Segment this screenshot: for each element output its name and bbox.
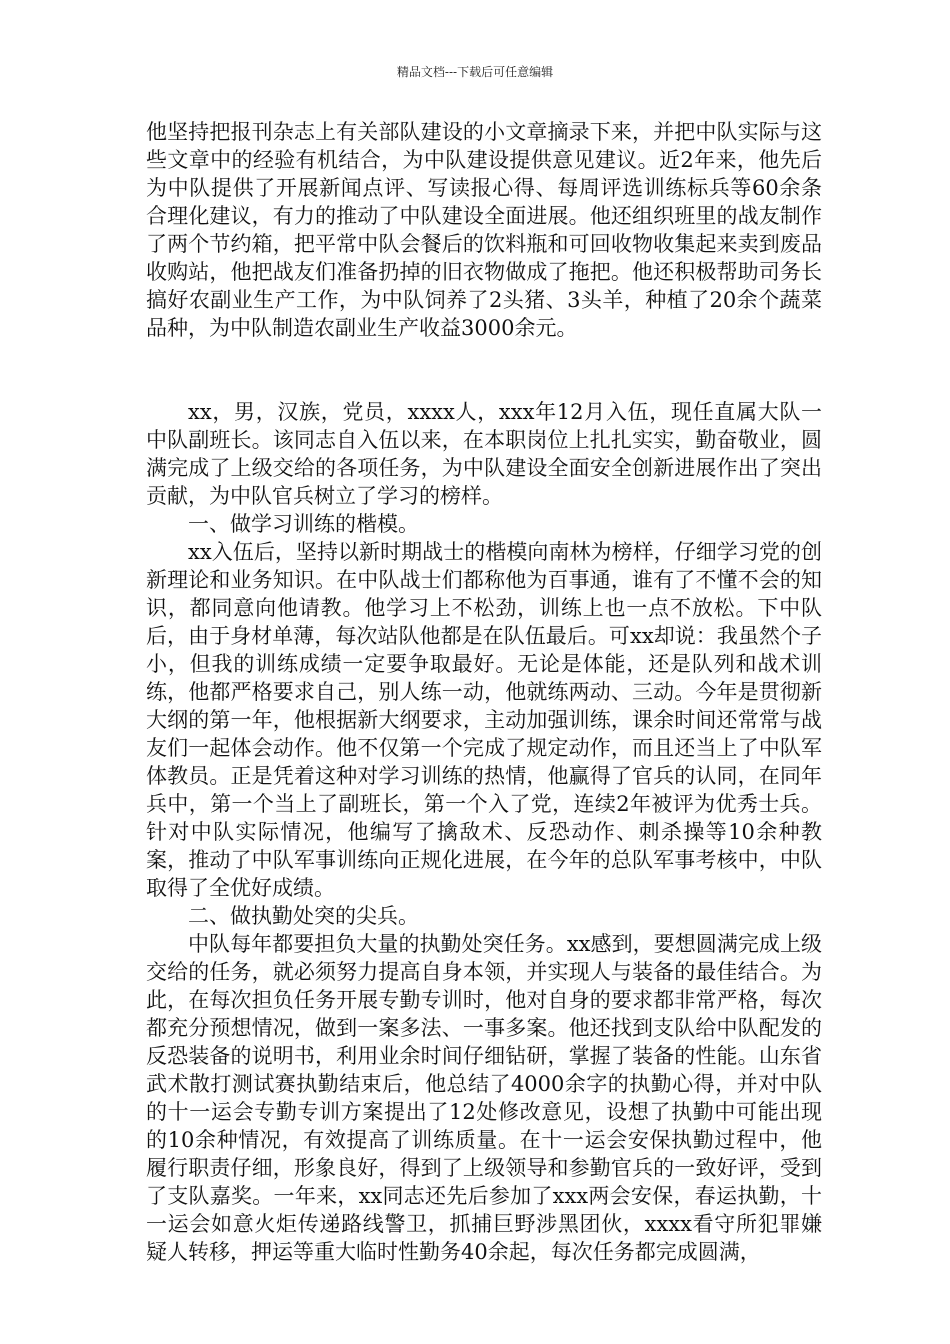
paragraph-3: xx入伍后，坚持以新时期战士的楷模向南林为榜样，仔细学习党的创新理论和业务知识。在中队战士们都称他为百事通，谁有了不懂不会的知识，都同意向他请教。他学习上不松劲，训练上也一点不放松。下中队后，由于身材单薄，每次站队他都是在队伍最后。可xx却说：我虽然个子小，但我的训练成绩一定要争取最好。无论是体能，还是队列和战术训练，他都严格要求自己，别人练一动，他就练两动、三动。今年是贯彻新大纲的第一年，他根据新大纲要求，主动加强训练，课余时间还常常与战友们一起体会动作。他不仅第一个完成了规定动作，而且还当上了中队军体教员。正是凭着这种对学习训练的热情，他赢得了官兵的认同，在同年兵中，第一个当上了副班长，第一个入了党，连续2年被评为优秀士兵。针对中队实际情况，他编写了擒敌术、反恐动作、刺杀操等10余种教案，推动了中队军事训练向正规化进展，在今年的总队军事考核中，中队取得了全优好成绩。	[146, 540, 822, 900]
paragraph-2: xx，男，汉族，党员，xxxx人，xxx年12月入伍，现任直属大队一中队副班长。该同志自入伍以来，在本职岗位上扎扎实实，勤奋敬业，圆满完成了上级交给的各项任务，为中队建设全面安全创新进展作出了突出贡献，为中队官兵树立了学习的榜样。	[146, 400, 822, 508]
page-header: 精品文档---下载后可任意编辑	[396, 65, 554, 79]
section-break	[146, 342, 822, 398]
heading-2: 二、做执勤处突的尖兵。	[188, 904, 419, 928]
heading-1: 一、做学习训练的楷模。	[188, 512, 419, 536]
document-body	[146, 118, 822, 1266]
paragraph-4: 中队每年都要担负大量的执勤处突任务。xx感到，要想圆满完成上级交给的任务，就必须努力提高自身本领，并实现人与装备的最佳结合。为此，在每次担负任务开展专勤专训时，他对自身的要求都非常严格，每次都充分预想情况，做到一案多法、一事多案。他还找到支队给中队配发的反恐装备的说明书，利用业余时间仔细钻研，掌握了装备的性能。山东省武术散打测试赛执勤结束后，他总结了4000余字的执勤心得，并对中队的十一运会专勤专训方案提出了12处修改意见，设想了执勤中可能出现的10余种情况，有效提高了训练质量。在十一运会安保执勤过程中，他履行职责仔细，形象良好，得到了上级领导和参勤官兵的一致好评，受到了支队嘉奖。一年来，xx同志还先后参加了xxx两会安保，春运执勤，十一运会如意火炬传递路线警卫，抓捕巨野涉黑团伙，xxxx看守所犯罪嫌疑人转移，押运等重大临时性勤务40余起，每次任务都完成圆满，	[146, 932, 822, 1264]
paragraph-1: 他坚持把报刊杂志上有关部队建设的小文章摘录下来，并把中队实际与这些文章中的经验有机结合，为中队建设提供意见建议。近2年来，他先后为中队提供了开展新闻点评、写读报心得、每周评选训练标兵等60余条合理化建议，有力的推动了中队建设全面进展。他还组织班里的战友制作了两个节约箱，把平常中队会餐后的饮料瓶和可回收物收集起来卖到废品收购站，他把战友们准备扔掉的旧衣物做成了拖把。他还积极帮助司务长搞好农副业生产工作，为中队饲养了2头猪、3头羊，种植了20余个蔬菜品种，为中队制造农副业生产收益3000余元。	[146, 120, 822, 340]
